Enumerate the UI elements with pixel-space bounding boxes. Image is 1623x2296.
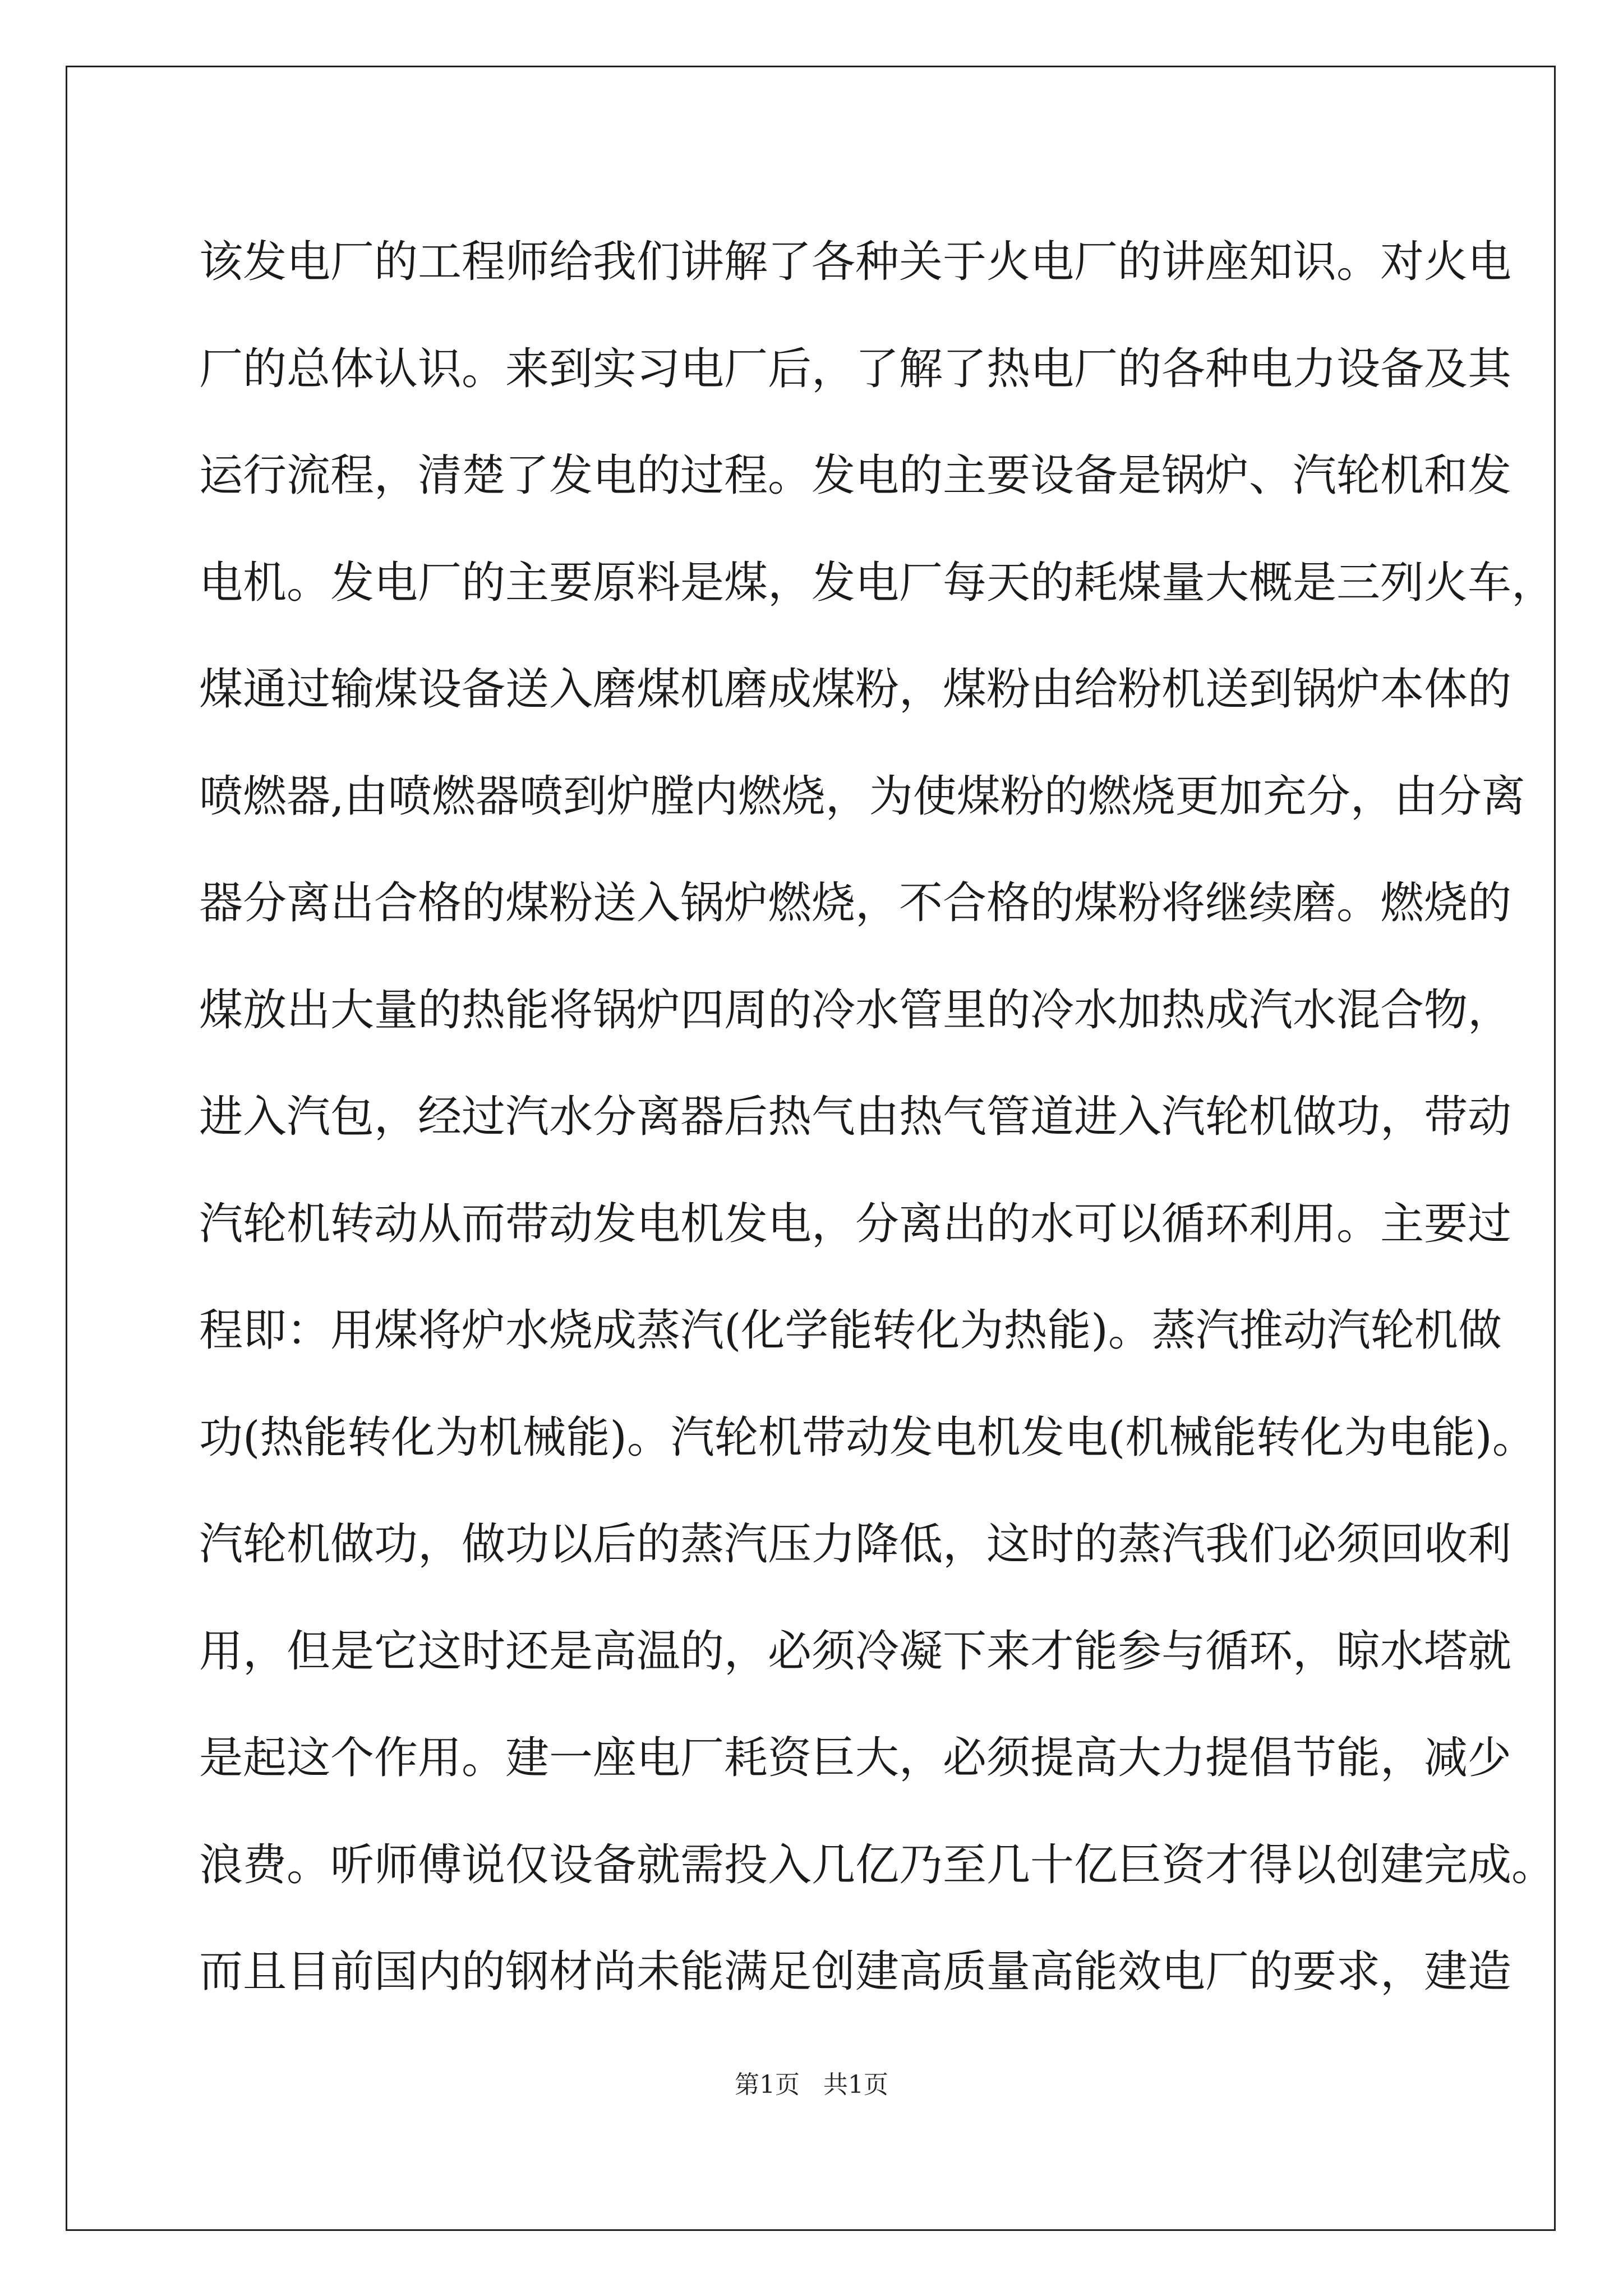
document-body	[199, 209, 1556, 2026]
body-line-1: 该发电厂的工程师给我们讲解了各种关于火电厂的讲座知识。对火电	[199, 237, 1512, 287]
body-line-8: 煤放出大量的热能将锅炉四周的冷水管里的冷水加热成汽水混合物，	[199, 984, 1512, 1036]
body-line-2: 厂的总体认识。来到实习电厂后，了解了热电厂的各种电力设备及其	[199, 343, 1512, 394]
body-line-10: 汽轮机转动从而带动发电机发电，分离出的水可以循环利用。主要过	[199, 1198, 1512, 1249]
body-line-17: 而且目前国内的钢材尚未能满足创建高质量高能效电厂的要求，建造	[199, 1947, 1512, 1997]
body-line-11: 程即：用煤将炉水烧成蒸汽(化学能转化为热能)。蒸汽推动汽轮机做	[199, 1305, 1502, 1356]
body-line-12: 功(热能转化为机械能)。汽轮机带动发电机发电(机械能转化为电能)。	[199, 1412, 1536, 1463]
body-line-16: 浪费。听师傅说仅设备就需投入几亿乃至几十亿巨资才得以创建完成。	[199, 1839, 1556, 1890]
body-line-14: 用，但是它这时还是高温的，必须冷凝下来才能参与循环，晾水塔就	[199, 1626, 1512, 1677]
body-line-7: 器分离出合格的煤粉送入锅炉燃烧，不合格的煤粉将继续磨。燃烧的	[199, 878, 1512, 928]
body-line-9: 进入汽包，经过汽水分离器后热气由热气管道进入汽轮机做功，带动	[199, 1092, 1512, 1142]
body-line-13: 汽轮机做功，做功以后的蒸汽压力降低，这时的蒸汽我们必须回收利	[199, 1519, 1512, 1570]
body-line-4: 电机。发电厂的主要原料是煤，发电厂每天的耗煤量大概是三列火车，	[199, 557, 1556, 608]
body-line-5: 煤通过输煤设备送入磨煤机磨成煤粉，煤粉由给粉机送到锅炉本体的	[199, 664, 1512, 715]
page-number-footer: 第1页 共1页	[735, 2070, 888, 2099]
body-line-6: 喷燃器,由喷燃器喷到炉膛内燃烧，为使煤粉的燃烧更加充分，由分离	[199, 771, 1525, 822]
body-line-15: 是起这个作用。建一座电厂耗资巨大，必须提高大力提倡节能，减少	[199, 1733, 1512, 1783]
body-line-3: 运行流程，清楚了发电的过程。发电的主要设备是锅炉、汽轮机和发	[199, 450, 1512, 501]
